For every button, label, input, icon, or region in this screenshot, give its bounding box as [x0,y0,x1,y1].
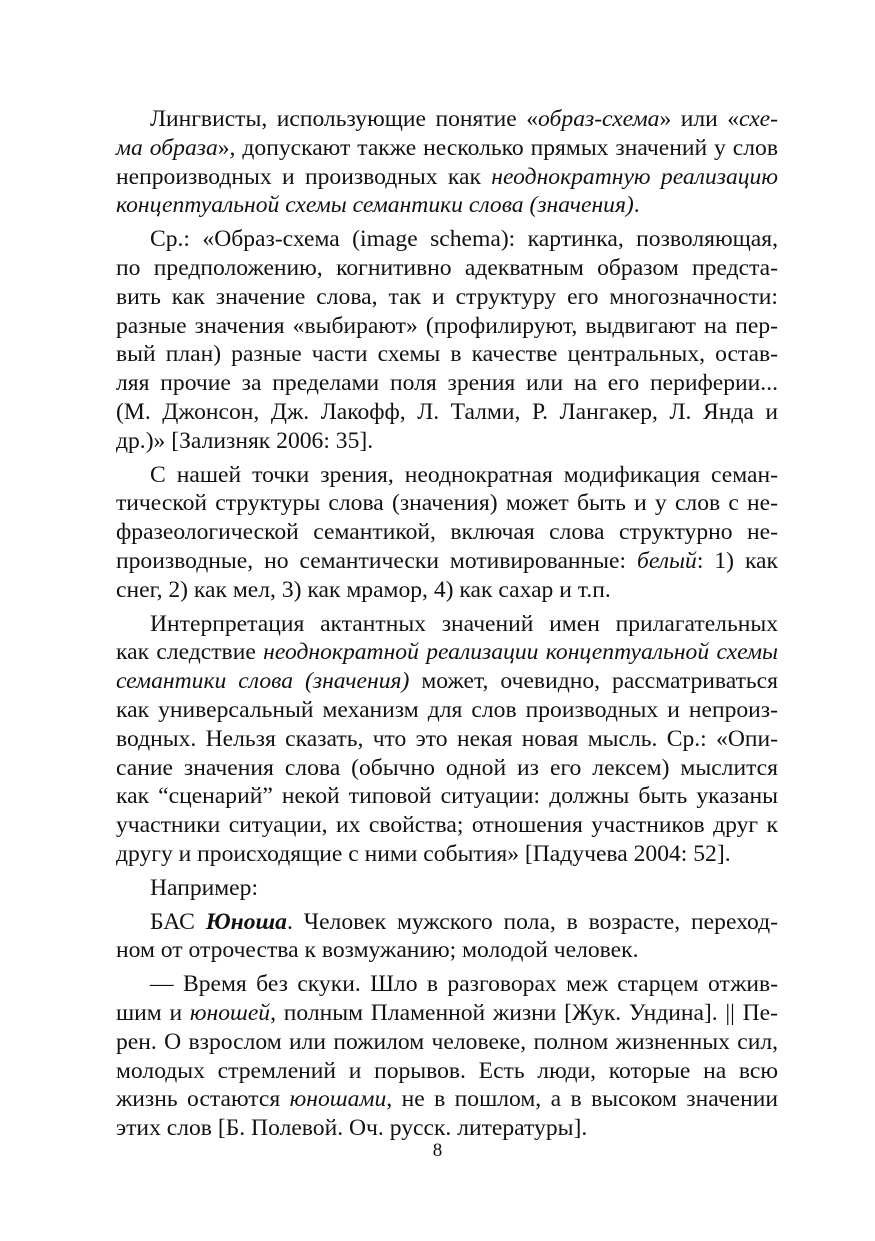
text-run: водных. Нельзя сказать, что это некая новая мысль. Ср.: «Опи- [116,725,778,752]
text-run: », допускают также несколько прямых значений у слов [217,134,778,161]
text-line [116,754,778,783]
text-line [116,1114,778,1143]
paragraph [116,105,778,220]
text-run: вый план) разные части схемы в качестве центральных, остав- [116,341,778,368]
italic-text: белый [637,547,697,574]
italic-text: ма образа [116,134,218,161]
text-run: шим и [116,999,190,1026]
text-run: по предположению, когнитивно адекватным образом предста- [116,254,778,281]
text-line [116,369,778,398]
text-run: как универсальный механизм для слов производных и непроиз- [116,696,778,723]
paragraph [116,610,778,869]
text-line [116,638,778,667]
text-run: ляя прочие за пределами поля зрения или на его периферии... [116,370,778,397]
text-line [116,312,778,341]
text-run: ном от отрочества к возмужанию; молодой человек. [116,937,639,964]
italic-text: образ-схема [538,106,660,132]
text-line [116,254,778,283]
paragraph [116,225,778,455]
text-line [116,840,778,869]
text-run: как следствие [116,639,264,666]
text-run: » или « [659,106,740,132]
text-line [116,610,778,639]
text-run: другу и происходящие с ними события» [Падучева 2004: 52]. [116,840,731,867]
text-line [116,874,778,903]
text-run: как “сценарий” некой типовой ситуации: должны быть указаны [116,783,778,810]
paragraph [116,970,778,1143]
text-line [116,461,778,490]
text-line [116,576,778,605]
text-line [116,1057,778,1086]
text-line [116,134,778,163]
text-line [116,547,778,576]
text-line [116,908,778,937]
italic-text: неоднократной реализации концептуальной схемы [263,639,778,666]
text-run: . Человек мужского пола, в возрасте, переход- [286,908,778,935]
text-line [116,999,778,1028]
text-run: , полным Пламенной жизни [Жук. Ундина]. || Пе- [270,999,779,1026]
paragraph [116,874,778,903]
text-run: БАС [150,908,206,935]
page-body [116,105,778,1148]
text-line [116,782,778,811]
text-run: вить как значение слова, так и структуру его многозначности: [116,283,778,310]
text-run: Ср.: «Образ-схема (image schema): картинка, позволяющая, [150,226,778,253]
text-line [116,225,778,254]
text-line [116,667,778,696]
text-line [116,340,778,369]
text-line [116,518,778,547]
paragraph [116,461,778,605]
text-run: : 1) как [696,547,778,574]
text-run: рен. О взрослом или пожилом человеке, полном жизненных сил, [116,1028,778,1055]
text-line [116,163,778,192]
text-line [116,970,778,999]
text-line [116,489,778,518]
text-run: (М. Джонсон, Дж. Лакофф, Л. Талми, Р. Лангакер, Л. Янда и [116,398,778,425]
text-run: Лингвисты, использующие понятие « [150,106,539,132]
text-line [116,105,778,134]
text-line [116,1028,778,1057]
text-run: сание значения слова (обычно одной из его лексем) мыслится [116,754,778,781]
text-line [116,811,778,840]
text-line [116,696,778,725]
text-run: Например: [150,874,259,901]
italic-text: семантики слова (значения) [116,668,410,695]
text-run: снег, 2) как мел, 3) как мрамор, 4) как сахар и т.п. [116,576,611,603]
text-line [116,191,778,220]
headword: Юноша [205,908,287,935]
text-run: производные, но семантически мотивированные: [116,547,638,574]
text-run: др.)» [Зализняк 2006: 35]. [116,427,374,454]
text-line [116,725,778,754]
paragraph [116,908,778,966]
text-run: может, очевидно, рассматриваться [409,668,778,695]
text-run: жизнь остаются [116,1086,290,1113]
text-run: — Время без скуки. Шло в разговорах меж старцем отжив- [150,971,778,998]
text-line [116,398,778,427]
text-run: фразеологической семантикой, включая слова структурно не- [116,519,778,546]
text-run: тической структуры слова (значения) может быть и у слов с не- [116,490,778,517]
text-run: участники ситуации, их свойства; отношения участников друг к [116,812,778,839]
text-run: непроизводных и производных как [116,163,492,190]
text-run: Интерпретация актантных значений имен прилагательных [150,610,778,637]
text-line [116,283,778,312]
text-run: , не в пошлом, а в высоком значении [386,1086,778,1113]
italic-text: юношей [189,999,271,1026]
text-line [116,936,778,965]
italic-text: неоднократную реализацию [491,163,778,190]
text-run: С нашей точки зрения, неоднократная модификация семан- [150,461,778,488]
page-number: 8 [432,1140,443,1161]
italic-text: юношами [289,1086,387,1113]
text-line [116,1085,778,1114]
text-run: разные значения «выбирают» (профилируют, выдвигают на пер- [116,312,778,339]
text-run: молодых стремлений и порывов. Есть люди, которые на всю [116,1057,778,1084]
italic-text: схе- [739,106,778,132]
text-run: . [633,192,640,219]
italic-text: концептуальной схемы семантики слова (значения) [116,192,634,219]
text-line [116,427,778,456]
text-run: этих слов [Б. Полевой. Оч. русск. литературы]. [116,1115,588,1142]
